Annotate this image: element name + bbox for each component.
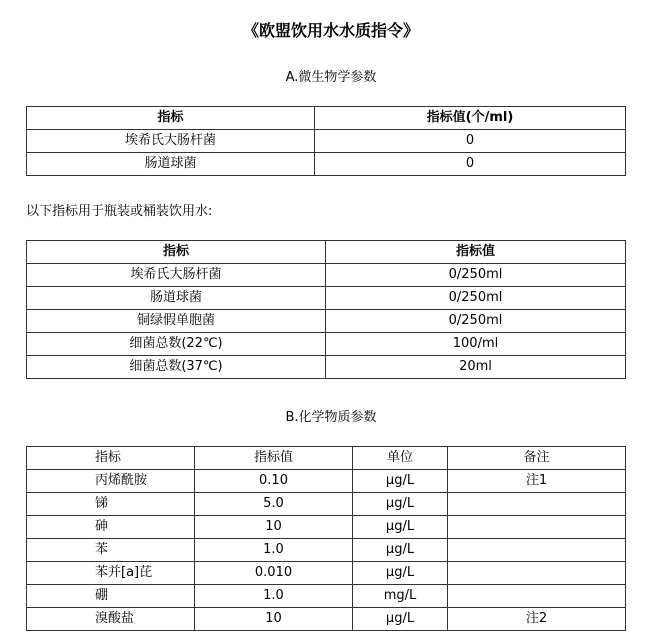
unit-cell: μg/L xyxy=(353,470,448,493)
remark-cell xyxy=(448,493,626,516)
table-row xyxy=(27,130,626,153)
unit-cell: μg/L xyxy=(353,608,448,631)
remark-cell xyxy=(448,585,626,608)
column-header: 指标 xyxy=(27,241,326,264)
table-row xyxy=(27,153,626,176)
section-b-heading: B.化学物质参数 xyxy=(285,410,377,425)
column-header: 指标值(个/ml) xyxy=(315,107,626,130)
table-row xyxy=(27,287,626,310)
remark-cell: 注1 xyxy=(448,470,626,493)
value-cell: 0 xyxy=(315,153,626,176)
value-cell: 100/ml xyxy=(326,333,626,356)
table-row xyxy=(27,516,626,539)
unit-cell: mg/L xyxy=(353,585,448,608)
value-cell: 0 xyxy=(315,130,626,153)
value-cell: 0/250ml xyxy=(326,264,626,287)
table-row xyxy=(27,585,626,608)
table-row xyxy=(27,356,626,379)
indicator-cell: 细菌总数(37℃) xyxy=(27,356,326,379)
unit-cell: μg/L xyxy=(353,493,448,516)
table-row xyxy=(27,562,626,585)
column-header: 指标 xyxy=(27,447,195,470)
column-header: 备注 xyxy=(448,447,626,470)
value-cell: 0/250ml xyxy=(326,310,626,333)
indicator-cell: 硼 xyxy=(27,585,195,608)
column-header: 单位 xyxy=(353,447,448,470)
table-header-row xyxy=(27,447,626,470)
value-cell: 20ml xyxy=(326,356,626,379)
table-row xyxy=(27,493,626,516)
indicator-cell: 细菌总数(22℃) xyxy=(27,333,326,356)
remark-cell xyxy=(448,516,626,539)
value-cell: 0.010 xyxy=(195,562,353,585)
unit-cell: μg/L xyxy=(353,562,448,585)
remark-cell: 注2 xyxy=(448,608,626,631)
table-row xyxy=(27,539,626,562)
table-row xyxy=(27,470,626,493)
table-header-row xyxy=(27,241,626,264)
value-cell: 5.0 xyxy=(195,493,353,516)
chemical-table xyxy=(26,446,626,631)
table-row xyxy=(27,264,626,287)
unit-cell: μg/L xyxy=(353,539,448,562)
column-header: 指标值 xyxy=(195,447,353,470)
indicator-cell: 苯并[a]芘 xyxy=(27,562,195,585)
indicator-cell: 溴酸盐 xyxy=(27,608,195,631)
value-cell: 10 xyxy=(195,516,353,539)
value-cell: 1.0 xyxy=(195,539,353,562)
indicator-cell: 肠道球菌 xyxy=(27,153,315,176)
value-cell: 0/250ml xyxy=(326,287,626,310)
section-a-heading: A.微生物学参数 xyxy=(285,70,377,85)
indicator-cell: 锑 xyxy=(27,493,195,516)
value-cell: 0.10 xyxy=(195,470,353,493)
column-header: 指标 xyxy=(27,107,315,130)
microbiological-table xyxy=(26,106,626,176)
bottled-water-note: 以下指标用于瓶装或桶装饮用水: xyxy=(26,204,213,219)
table-header-row xyxy=(27,107,626,130)
document-title: 《欧盟饮用水水质指令》 xyxy=(242,21,419,40)
indicator-cell: 丙烯酰胺 xyxy=(27,470,195,493)
table-row xyxy=(27,333,626,356)
table-row xyxy=(27,310,626,333)
indicator-cell: 埃希氏大肠杆菌 xyxy=(27,264,326,287)
remark-cell xyxy=(448,539,626,562)
indicator-cell: 苯 xyxy=(27,539,195,562)
remark-cell xyxy=(448,562,626,585)
value-cell: 10 xyxy=(195,608,353,631)
indicator-cell: 砷 xyxy=(27,516,195,539)
indicator-cell: 埃希氏大肠杆菌 xyxy=(27,130,315,153)
table-row xyxy=(27,608,626,631)
value-cell: 1.0 xyxy=(195,585,353,608)
unit-cell: μg/L xyxy=(353,516,448,539)
indicator-cell: 铜绿假单胞菌 xyxy=(27,310,326,333)
indicator-cell: 肠道球菌 xyxy=(27,287,326,310)
bottled-water-table xyxy=(26,240,626,379)
column-header: 指标值 xyxy=(326,241,626,264)
